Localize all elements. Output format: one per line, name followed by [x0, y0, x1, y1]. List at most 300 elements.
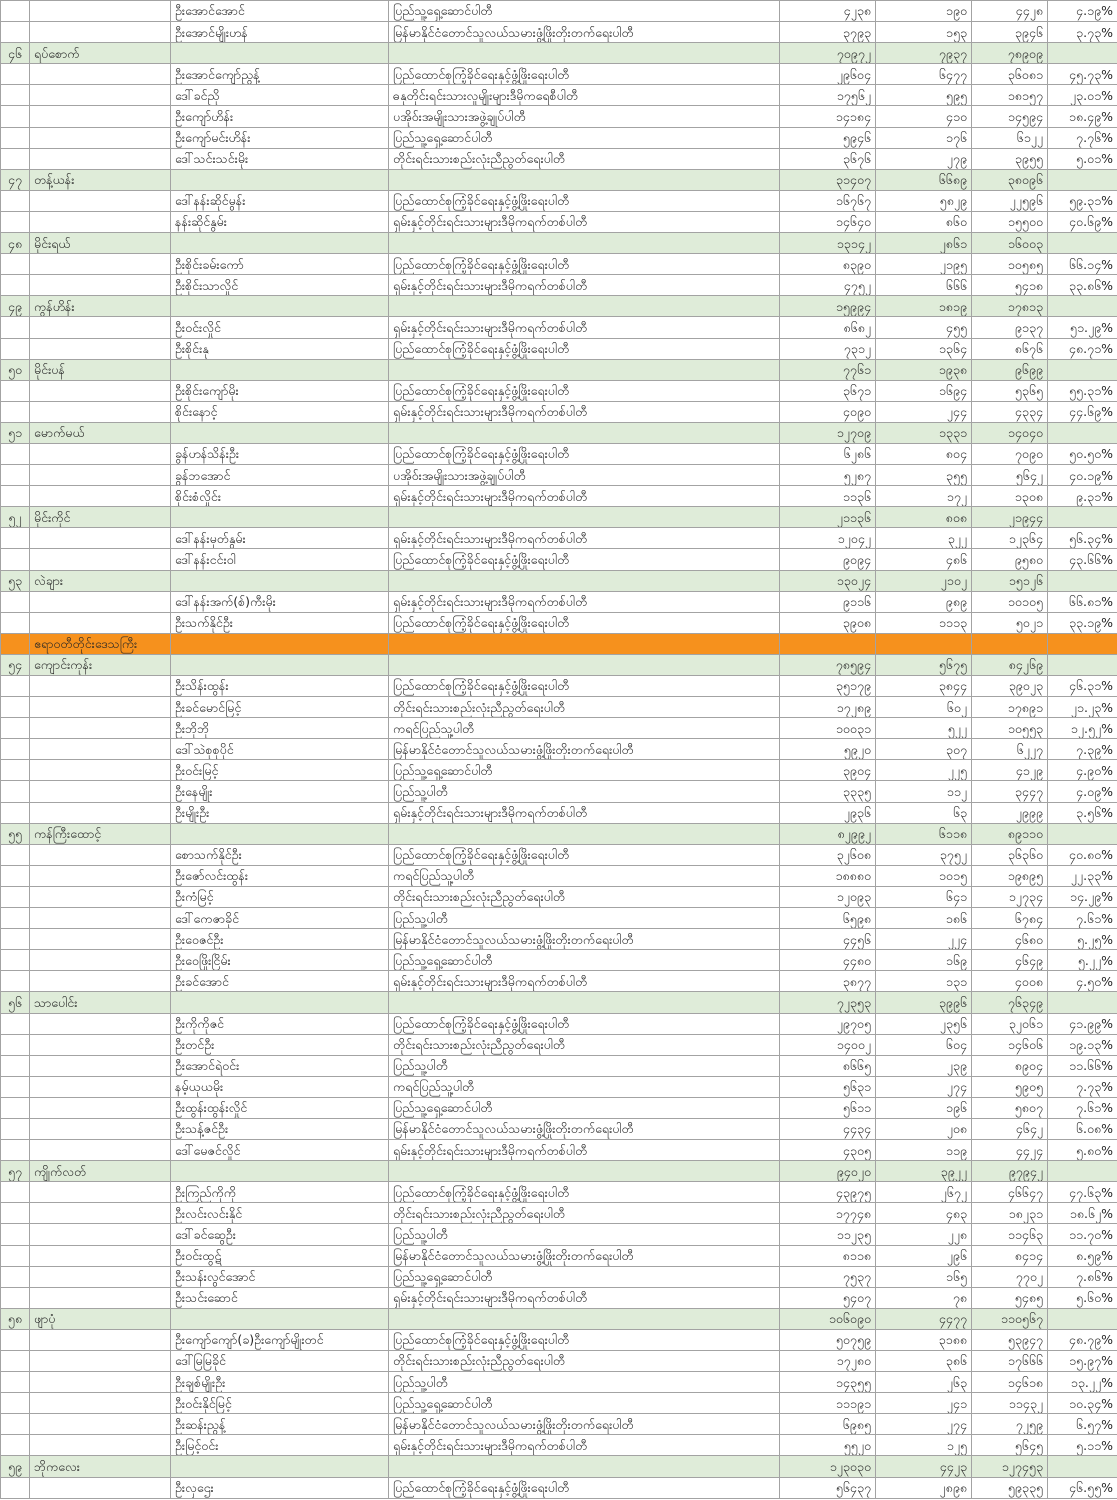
cell-party: တိုင်းရင်းသားစည်းလုံးညီညွတ်ရေးပါတီ	[389, 886, 780, 907]
cell-no	[1, 1287, 30, 1308]
cell-no	[1, 317, 30, 338]
cell-votes-total: ၄၃၃၄	[972, 401, 1048, 422]
cell-township: ဧရာဝတီတိုင်းဒေသကြီး	[30, 633, 171, 654]
cell-township	[30, 802, 171, 823]
cell-percent	[1048, 823, 1117, 844]
cell-votes-total: ၇၂၅၉	[972, 1414, 1048, 1435]
cell-votes-total: ၁၄၅၉၄	[972, 106, 1048, 127]
cell-party: ပြည်ထောင်စုကြံ့ခိုင်ရေးနှင့်ဖွံ့ဖြိုးရေးပါတီ	[389, 1013, 780, 1034]
cell-votes-1: ၄၃၀၅	[780, 1140, 876, 1161]
cell-party: ပြည်သူ့ရှေ့ဆောင်ပါတီ	[389, 1266, 780, 1287]
cell-party: ရှမ်းနှင့်တိုင်းရင်းသားများဒီမိုကရက်တစ်ပါတီ	[389, 1287, 780, 1308]
candidate-row	[1, 739, 1117, 760]
cell-votes-1: ၉၁၁၆	[780, 591, 876, 612]
cell-party: ပြည်သူ့ရှေ့ဆောင်ပါတီ	[389, 1393, 780, 1414]
cell-votes-2	[876, 633, 972, 654]
cell-no: ၅၃	[1, 570, 30, 591]
cell-percent: ၁၄.၂၉%	[1048, 886, 1117, 907]
cell-percent: ၁၁.၇၀%	[1048, 1224, 1117, 1245]
cell-percent	[1048, 992, 1117, 1013]
cell-party	[389, 1308, 780, 1329]
cell-township: သာပေါင်း	[30, 992, 171, 1013]
cell-percent: ၅.၀၁%	[1048, 148, 1117, 169]
cell-votes-1: ၁၃၁၄၂	[780, 233, 876, 254]
cell-party: ဓနုတိုင်းရင်းသားလူမျိုးများဒီမိုကရေစီပါတီ	[389, 85, 780, 106]
cell-percent: ၆.၀၈%	[1048, 1118, 1117, 1139]
cell-no	[1, 106, 30, 127]
cell-percent	[1048, 1456, 1117, 1477]
cell-votes-total: ၈၄၁၄	[972, 1245, 1048, 1266]
cell-votes-total: ၈၉၀၄	[972, 1055, 1048, 1076]
cell-votes-1: ၁၇၂၈၀	[780, 1351, 876, 1372]
cell-candidate	[171, 1161, 389, 1182]
cell-votes-1: ၇၇၆၁	[780, 359, 876, 380]
cell-no	[1, 275, 30, 296]
cell-township	[30, 760, 171, 781]
township-row	[1, 422, 1117, 443]
cell-party: ပြည်ထောင်စုကြံ့ခိုင်ရေးနှင့်ဖွံ့ဖြိုးရေးပါတီ	[389, 254, 780, 275]
cell-township	[30, 1076, 171, 1097]
cell-candidate: ဦးသက်နိုင်ဦး	[171, 612, 389, 633]
cell-candidate: ဦးလှဌေး	[171, 1477, 389, 1498]
cell-votes-1: ၁၅၉၉၄	[780, 296, 876, 317]
cell-votes-total: ၃၈၀၉၆	[972, 169, 1048, 190]
cell-percent: ၅၉.၃၁%	[1048, 190, 1117, 211]
cell-votes-total: ၄၆၄၉	[972, 950, 1048, 971]
cell-votes-1: ၁၁၁၉၁	[780, 1393, 876, 1414]
candidate-row	[1, 1, 1117, 22]
cell-votes-total: ၄၆၄၂	[972, 1118, 1048, 1139]
cell-votes-total: ၄၄၂၈	[972, 1, 1048, 22]
cell-no	[1, 22, 30, 43]
cell-candidate: ဦးချစ်မျိုးဦး	[171, 1372, 389, 1393]
cell-no	[1, 1055, 30, 1076]
cell-votes-total: ၁၈၂၃၁	[972, 1203, 1048, 1224]
cell-no	[1, 929, 30, 950]
cell-party: ပြည်သူ့ပါတီ	[389, 1372, 780, 1393]
cell-no	[1, 148, 30, 169]
cell-votes-2: ၁၆၉	[876, 950, 972, 971]
cell-township: တန့်ယန်း	[30, 169, 171, 190]
cell-candidate: ဦးခင်မောင်မြင့်	[171, 697, 389, 718]
cell-votes-1: ၁၄၁၈၄	[780, 106, 876, 127]
cell-township	[30, 1118, 171, 1139]
cell-no: ၅၅	[1, 823, 30, 844]
cell-votes-2: ၂၉၆	[876, 1245, 972, 1266]
cell-party: ပြည်သူ့ပါတီ	[389, 1224, 780, 1245]
cell-votes-2: ၈၆၀	[876, 211, 972, 232]
cell-votes-total: ၇၈၉၀၉	[972, 43, 1048, 64]
cell-votes-1: ၅၉၄၆	[780, 127, 876, 148]
cell-percent: ၄၅.၇၃%	[1048, 64, 1117, 85]
cell-percent: ၁၁.၆၆%	[1048, 1055, 1117, 1076]
cell-township	[30, 886, 171, 907]
cell-candidate: ဦးဇော်လင်းထွန်း	[171, 865, 389, 886]
cell-votes-2: ၂၂၈	[876, 1224, 972, 1245]
cell-no	[1, 760, 30, 781]
cell-party	[389, 992, 780, 1013]
cell-votes-1: ၅၆၄၃၇	[780, 1477, 876, 1498]
cell-percent: ၄၆.၅၅%	[1048, 1477, 1117, 1498]
cell-votes-2: ၃၉၂၂	[876, 1161, 972, 1182]
candidate-row	[1, 1097, 1117, 1118]
cell-votes-total: ၆၁၂၂	[972, 127, 1048, 148]
candidate-row	[1, 1034, 1117, 1055]
cell-votes-2: ၂၁၀၂	[876, 570, 972, 591]
cell-party: ရှမ်းနှင့်တိုင်းရင်းသားများဒီမိုကရက်တစ်ပါတီ	[389, 401, 780, 422]
cell-votes-2: ၆၆၈၉	[876, 169, 972, 190]
cell-township	[30, 275, 171, 296]
cell-percent	[1048, 233, 1117, 254]
cell-votes-1: ၁၂၇၀၉	[780, 422, 876, 443]
candidate-row	[1, 1414, 1117, 1435]
cell-votes-1: ၄၄၅၆	[780, 929, 876, 950]
cell-party	[389, 169, 780, 190]
cell-percent: ၇.၇၃%	[1048, 1076, 1117, 1097]
cell-no	[1, 549, 30, 570]
cell-percent: ၄၄.၆၉%	[1048, 401, 1117, 422]
cell-party: ပြည်ထောင်စုကြံ့ခိုင်ရေးနှင့်ဖွံ့ဖြိုးရေးပါတီ	[389, 612, 780, 633]
cell-votes-total: ၁၅၅၀၀	[972, 211, 1048, 232]
cell-party: တိုင်းရင်းသားစည်းလုံးညီညွတ်ရေးပါတီ	[389, 148, 780, 169]
cell-candidate: ဦးကျော်မင်းဟိန်း	[171, 127, 389, 148]
candidate-row	[1, 1372, 1117, 1393]
cell-party: ရှမ်းနှင့်တိုင်းရင်းသားများဒီမိုကရက်တစ်ပါတီ	[389, 971, 780, 992]
cell-votes-2: ၂၂၅	[876, 760, 972, 781]
cell-party: ပြည်သူ့ပါတီ	[389, 908, 780, 929]
cell-candidate	[171, 507, 389, 528]
candidate-row	[1, 865, 1117, 886]
cell-percent: ၄၀.၆၉%	[1048, 211, 1117, 232]
cell-percent: ၃.၅၆%	[1048, 802, 1117, 823]
cell-no	[1, 781, 30, 802]
candidate-row	[1, 1435, 1117, 1456]
cell-votes-2: ၄၈၃	[876, 1203, 972, 1224]
cell-no	[1, 844, 30, 865]
cell-votes-total: ၂၁၉၄၄	[972, 507, 1048, 528]
cell-percent: ၄.၁၉%	[1048, 1, 1117, 22]
cell-township	[30, 106, 171, 127]
cell-no	[1, 1013, 30, 1034]
cell-candidate: ဦးလင်းလင်းနိုင်	[171, 1203, 389, 1224]
cell-votes-total: ၂၉၉၉	[972, 802, 1048, 823]
cell-votes-2: ၇၉၃၇	[876, 43, 972, 64]
cell-township: ကွန်ဟိန်း	[30, 296, 171, 317]
cell-no	[1, 697, 30, 718]
cell-no	[1, 254, 30, 275]
candidate-row	[1, 85, 1117, 106]
cell-township	[30, 1266, 171, 1287]
township-row	[1, 1161, 1117, 1182]
cell-township	[30, 1372, 171, 1393]
cell-party: ပြည်ထောင်စုကြံ့ခိုင်ရေးနှင့်ဖွံ့ဖြိုးရေးပါတီ	[389, 443, 780, 464]
cell-township	[30, 865, 171, 886]
cell-township	[30, 1, 171, 22]
cell-percent: ၁၂.၅၂%	[1048, 718, 1117, 739]
cell-no	[1, 64, 30, 85]
cell-votes-1: ၄၇၅၂	[780, 275, 876, 296]
cell-party: ပြည်ထောင်စုကြံ့ခိုင်ရေးနှင့်ဖွံ့ဖြိုးရေးပါတီ	[389, 549, 780, 570]
cell-percent	[1048, 1308, 1117, 1329]
cell-votes-total: ၄၁၂၉	[972, 760, 1048, 781]
township-row	[1, 359, 1117, 380]
cell-party	[389, 507, 780, 528]
cell-township	[30, 1034, 171, 1055]
cell-candidate: ဦးဆန်းညွန့်	[171, 1414, 389, 1435]
cell-votes-2: ၁၀၁၅	[876, 865, 972, 886]
cell-percent: ၄၆.၃၁%	[1048, 676, 1117, 697]
cell-no	[1, 85, 30, 106]
cell-votes-1: ၈၆၆၅	[780, 1055, 876, 1076]
cell-no	[1, 1182, 30, 1203]
township-row	[1, 43, 1117, 64]
cell-votes-1: ၉၀၉၄	[780, 549, 876, 570]
cell-votes-total: ၁၂၇၃၄	[972, 886, 1048, 907]
cell-township	[30, 401, 171, 422]
candidate-row	[1, 1140, 1117, 1161]
cell-candidate	[171, 1308, 389, 1329]
cell-votes-1: ၄၀၉၀	[780, 401, 876, 422]
cell-party	[389, 823, 780, 844]
cell-votes-total: ၁၄၆၁၈	[972, 1372, 1048, 1393]
cell-percent	[1048, 359, 1117, 380]
candidate-row	[1, 64, 1117, 85]
cell-votes-1: ၂၉၆၀၄	[780, 64, 876, 85]
cell-votes-1: ၁၁၂၃၅	[780, 1224, 876, 1245]
cell-township: ကျောင်းကုန်း	[30, 654, 171, 675]
cell-votes-total: ၁၁၄၃၂	[972, 1393, 1048, 1414]
cell-township	[30, 486, 171, 507]
cell-votes-2: ၅၈၂၉	[876, 190, 972, 211]
cell-party: မြန်မာနိုင်ငံတောင်သူလယ်သမားဖွံ့ဖြိုးတိုးတက်ရေးပါတီ	[389, 739, 780, 760]
candidate-row	[1, 401, 1117, 422]
cell-candidate	[171, 169, 389, 190]
cell-township	[30, 528, 171, 549]
cell-candidate: စောသက်နိုင်ဦး	[171, 844, 389, 865]
cell-votes-2: ၈၀၄	[876, 443, 972, 464]
cell-votes-1: ၃၁၄၀၇	[780, 169, 876, 190]
candidate-row	[1, 886, 1117, 907]
cell-votes-2: ၂၃၉	[876, 1055, 972, 1076]
cell-candidate	[171, 359, 389, 380]
cell-township	[30, 85, 171, 106]
cell-percent: ၉.၃၁%	[1048, 486, 1117, 507]
candidate-row	[1, 1393, 1117, 1414]
cell-votes-1: ၇၂၃၅၃	[780, 992, 876, 1013]
cell-candidate: ဦးမျိုးဦး	[171, 802, 389, 823]
cell-township	[30, 781, 171, 802]
cell-candidate	[171, 633, 389, 654]
cell-votes-total: ၅၃၆၅	[972, 380, 1048, 401]
cell-party: ရှမ်းနှင့်တိုင်းရင်းသားများဒီမိုကရက်တစ်ပါတီ	[389, 211, 780, 232]
cell-candidate: ဒေါ်နန်းအက်(စ်)ကီးမိုး	[171, 591, 389, 612]
cell-candidate	[171, 1456, 389, 1477]
cell-party: ရှမ်းနှင့်တိုင်းရင်းသားများဒီမိုကရက်တစ်ပါတီ	[389, 1435, 780, 1456]
cell-candidate: ဦးဝင်းနိုင်မြင့်	[171, 1393, 389, 1414]
cell-no	[1, 380, 30, 401]
cell-votes-total: ၁၇၈၉၁	[972, 697, 1048, 718]
cell-percent: ၁၉.၁၃%	[1048, 1034, 1117, 1055]
cell-percent: ၃၃.၈၆%	[1048, 275, 1117, 296]
cell-votes-1: ၃၆၇၆	[780, 148, 876, 169]
cell-no: ၄၈	[1, 233, 30, 254]
cell-candidate	[171, 296, 389, 317]
cell-no	[1, 486, 30, 507]
township-row	[1, 507, 1117, 528]
cell-no	[1, 1140, 30, 1161]
cell-votes-1: ၈၃၉၀	[780, 254, 876, 275]
cell-no	[1, 1245, 30, 1266]
cell-party: တိုင်းရင်းသားစည်းလုံးညီညွတ်ရေးပါတီ	[389, 697, 780, 718]
cell-no	[1, 211, 30, 232]
cell-votes-2: ၁၁၉	[876, 1140, 972, 1161]
cell-votes-2: ၂၄၄	[876, 401, 972, 422]
cell-percent: ၂၃.၀၁%	[1048, 85, 1117, 106]
cell-township	[30, 1329, 171, 1350]
cell-votes-2: ၆၄၇၇	[876, 64, 972, 85]
cell-candidate: ဦးတင်ဦး	[171, 1034, 389, 1055]
cell-votes-1: ၇၀၉၇၂	[780, 43, 876, 64]
cell-candidate	[171, 654, 389, 675]
cell-candidate: နန်းဆိုင်နွမ်း	[171, 211, 389, 232]
cell-party	[389, 633, 780, 654]
cell-township	[30, 697, 171, 718]
cell-percent: ၆.၅၇%	[1048, 1414, 1117, 1435]
cell-candidate: ဦးဝေဖြိုးငြိမ်း	[171, 950, 389, 971]
cell-votes-2: ၇၈	[876, 1287, 972, 1308]
cell-township	[30, 190, 171, 211]
cell-township	[30, 1140, 171, 1161]
candidate-row	[1, 1287, 1117, 1308]
cell-votes-total: ၃၉၅၅	[972, 148, 1048, 169]
cell-township	[30, 1097, 171, 1118]
cell-votes-2: ၃၂၂	[876, 528, 972, 549]
cell-no	[1, 612, 30, 633]
cell-no	[1, 1477, 30, 1498]
cell-party: တိုင်းရင်းသားစည်းလုံးညီညွတ်ရေးပါတီ	[389, 1034, 780, 1055]
cell-votes-total: ၉၇၉၄၂	[972, 1161, 1048, 1182]
cell-votes-2: ၁၉၀	[876, 1, 972, 22]
cell-percent: ၁၈.၄၉%	[1048, 106, 1117, 127]
cell-votes-total: ၁၀၅၅၃	[972, 718, 1048, 739]
cell-votes-2: ၁၈၆	[876, 908, 972, 929]
cell-votes-2: ၁၇၆	[876, 127, 972, 148]
cell-votes-1: ၆၅၉၈	[780, 908, 876, 929]
cell-votes-2: ၂၈၉၈	[876, 1477, 972, 1498]
cell-votes-total: ၁၄၆၀၆	[972, 1034, 1048, 1055]
cell-votes-2: ၆၀၂	[876, 697, 972, 718]
cell-votes-2: ၃၈၄၄	[876, 676, 972, 697]
cell-township	[30, 1182, 171, 1203]
cell-percent: ၇.၆၁%	[1048, 908, 1117, 929]
cell-votes-1: ၈၆၈၂	[780, 317, 876, 338]
cell-percent: ၃၃.၁၉%	[1048, 612, 1117, 633]
cell-no	[1, 1393, 30, 1414]
cell-no	[1, 1329, 30, 1350]
cell-candidate: ဒေါ်ကေဇာခိုင်	[171, 908, 389, 929]
cell-votes-1: ၄၂၃၈	[780, 1, 876, 22]
cell-township	[30, 1287, 171, 1308]
cell-votes-total: ၆၇၈၄	[972, 908, 1048, 929]
candidate-row	[1, 697, 1117, 718]
cell-votes-2: ၄၅၅	[876, 317, 972, 338]
cell-township	[30, 1055, 171, 1076]
cell-township	[30, 465, 171, 486]
cell-township	[30, 1013, 171, 1034]
candidate-row	[1, 802, 1117, 823]
cell-candidate: ဦးကျော်ကျော်(ခ)ဦးကျော်မျိုးတင်	[171, 1329, 389, 1350]
cell-votes-1: ၃၃၃၅	[780, 781, 876, 802]
cell-votes-2: ၉၈၉	[876, 591, 972, 612]
cell-no	[1, 1203, 30, 1224]
cell-votes-1: ၁၀၀၃၁	[780, 718, 876, 739]
cell-township	[30, 254, 171, 275]
cell-votes-1: ၅၅၂၀	[780, 1435, 876, 1456]
cell-percent	[1048, 507, 1117, 528]
cell-votes-total: ၁၁၄၆၃	[972, 1224, 1048, 1245]
cell-township	[30, 676, 171, 697]
cell-party: ပြည်သူ့ရှေ့ဆောင်ပါတီ	[389, 1097, 780, 1118]
cell-party: တိုင်းရင်းသားစည်းလုံးညီညွတ်ရေးပါတီ	[389, 1351, 780, 1372]
cell-votes-2: ၂၆၇၂	[876, 1182, 972, 1203]
cell-votes-2: ၁၃၃၁	[876, 422, 972, 443]
cell-votes-1: ၂၉၇၀၅	[780, 1013, 876, 1034]
cell-votes-total: ၃၄၄၇	[972, 781, 1048, 802]
cell-votes-2: ၂၄၁	[876, 1393, 972, 1414]
cell-votes-total: ၈၉၁၁၀	[972, 823, 1048, 844]
candidate-row	[1, 1118, 1117, 1139]
cell-candidate: စိုင်းနောင့်	[171, 401, 389, 422]
cell-no: ၄၆	[1, 43, 30, 64]
cell-party	[389, 233, 780, 254]
cell-votes-2: ၂၁၉၅	[876, 254, 972, 275]
candidate-row	[1, 338, 1117, 359]
cell-candidate: ဦးအောင်ရဲဝင်း	[171, 1055, 389, 1076]
cell-township: ကျိုက်လတ်	[30, 1161, 171, 1182]
cell-candidate: ဦးစိုင်းနု	[171, 338, 389, 359]
cell-votes-1: ၃၇၉၃	[780, 22, 876, 43]
cell-percent: ၅.၆၀%	[1048, 1287, 1117, 1308]
candidate-row	[1, 190, 1117, 211]
cell-votes-1	[780, 633, 876, 654]
cell-votes-1: ၃၅၁၇၉	[780, 676, 876, 697]
cell-township: မိုင်းရယ်	[30, 233, 171, 254]
cell-percent: ၄၁.၉၉%	[1048, 1013, 1117, 1034]
cell-candidate	[171, 823, 389, 844]
cell-party: ရှမ်းနှင့်တိုင်းရင်းသားများဒီမိုကရက်တစ်ပါတီ	[389, 317, 780, 338]
cell-votes-2: ၆၃	[876, 802, 972, 823]
cell-votes-total: ၅၄၈၅	[972, 1287, 1048, 1308]
cell-percent: ၄၈.၇၉%	[1048, 1329, 1117, 1350]
cell-votes-1: ၂၁၁၃၆	[780, 507, 876, 528]
cell-percent: ၅၁.၂၉%	[1048, 317, 1117, 338]
cell-votes-2: ၃၉၉၆	[876, 992, 972, 1013]
cell-percent: ၈.၅၉%	[1048, 1245, 1117, 1266]
cell-votes-2: ၂၇၄	[876, 1076, 972, 1097]
cell-votes-total: ၅၃၉၄၇	[972, 1329, 1048, 1350]
cell-votes-total: ၃၆၀၈၁	[972, 64, 1048, 85]
cell-township	[30, 317, 171, 338]
cell-township	[30, 718, 171, 739]
cell-party	[389, 43, 780, 64]
cell-votes-total: ၅၀၂၁	[972, 612, 1048, 633]
cell-percent: ၁၃.၂၂%	[1048, 1372, 1117, 1393]
cell-votes-2: ၃၀၇	[876, 739, 972, 760]
cell-votes-1: ၁၇၅၆၂	[780, 85, 876, 106]
cell-candidate: ဒေါ်နန်းမှတ်နွမ်း	[171, 528, 389, 549]
cell-votes-total: ၁၆၀၀၃	[972, 233, 1048, 254]
cell-percent	[1048, 570, 1117, 591]
